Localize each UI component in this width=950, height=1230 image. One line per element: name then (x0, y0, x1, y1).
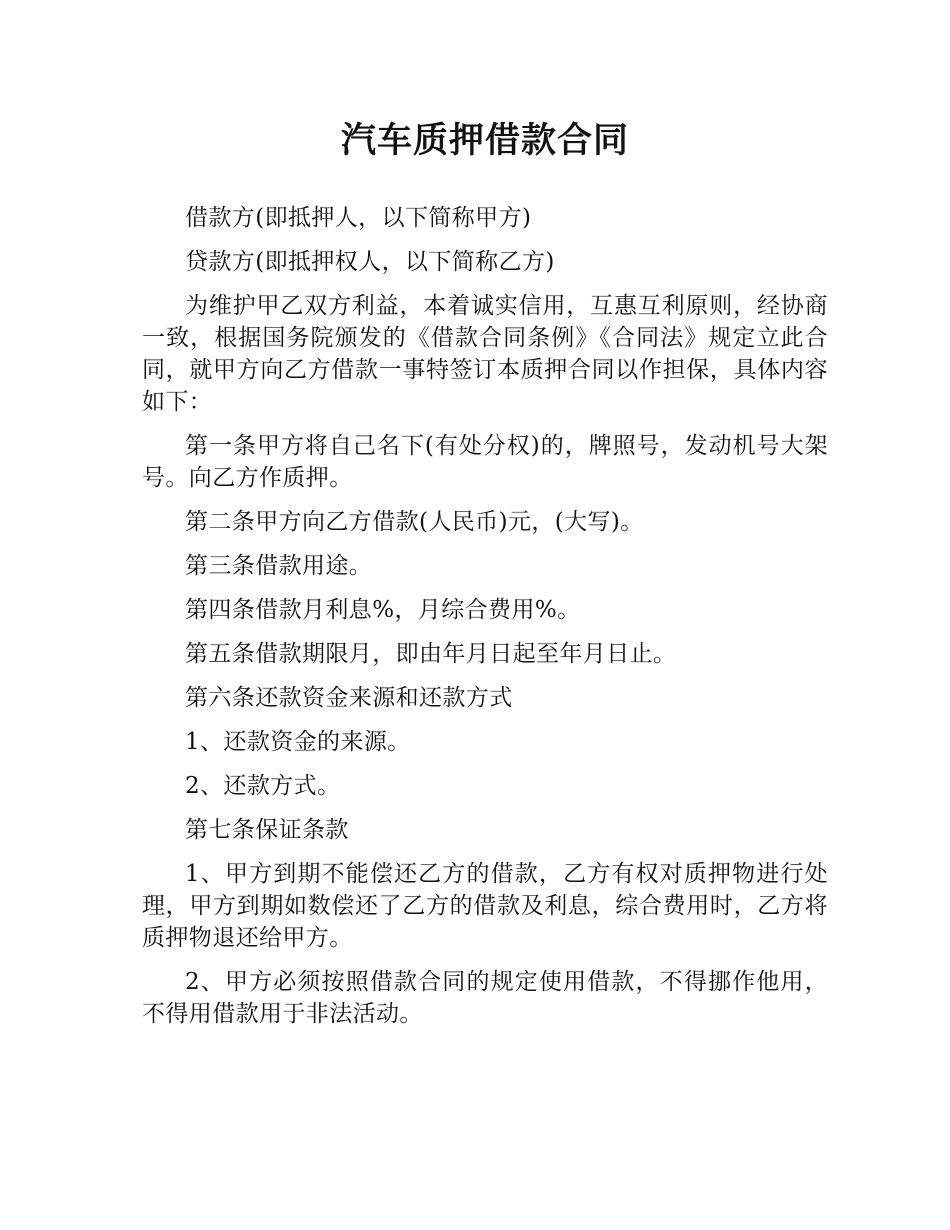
paragraph-article-7-item-1: 1、甲方到期不能偿还乙方的借款，乙方有权对质押物进行处理，甲方到期如数偿还了乙方的借款及利息，综合费用时，乙方将质押物退还给甲方。 (142, 861, 828, 951)
paragraph-article-3: 第三条借款用途。 (185, 553, 373, 579)
paragraph-article-7: 第七条保证条款 (185, 817, 349, 843)
paragraph-article-4: 第四条借款月利息%，月综合费用%。 (185, 597, 581, 623)
paragraph-article-6-item-1: 1、还款资金的来源。 (185, 729, 411, 755)
paragraph-preamble: 为维护甲乙双方利益，本着诚实信用，互惠互利原则，经协商一致，根据国务院颁发的《借款合同条例》《合同法》规定立此合同，就甲方向乙方借款一事特签订本质押合同以作担保，具体内容如下： (142, 293, 828, 415)
document-title: 汽车质押借款合同 (340, 121, 629, 161)
paragraph-article-1: 第一条甲方将自己名下(有处分权)的，牌照号，发动机号大架号。向乙方作质押。 (142, 433, 828, 491)
paragraph-article-7-item-2: 2、甲方必须按照借款合同的规定使用借款，不得挪作他用，不得用借款用于非法活动。 (142, 969, 828, 1027)
document-page (142, 0, 828, 1042)
paragraph-borrower: 借款方(即抵押人，以下简称甲方) (185, 205, 532, 231)
paragraph-article-2: 第二条甲方向乙方借款(人民币)元，(大写)。 (185, 509, 644, 535)
paragraph-article-6-item-2: 2、还款方式。 (185, 773, 341, 799)
paragraph-lender: 贷款方(即抵押权人，以下简称乙方) (185, 249, 555, 275)
paragraph-article-6: 第六条还款资金来源和还款方式 (185, 685, 513, 711)
paragraph-article-5: 第五条借款期限月，即由年月日起至年月日止。 (185, 641, 677, 667)
